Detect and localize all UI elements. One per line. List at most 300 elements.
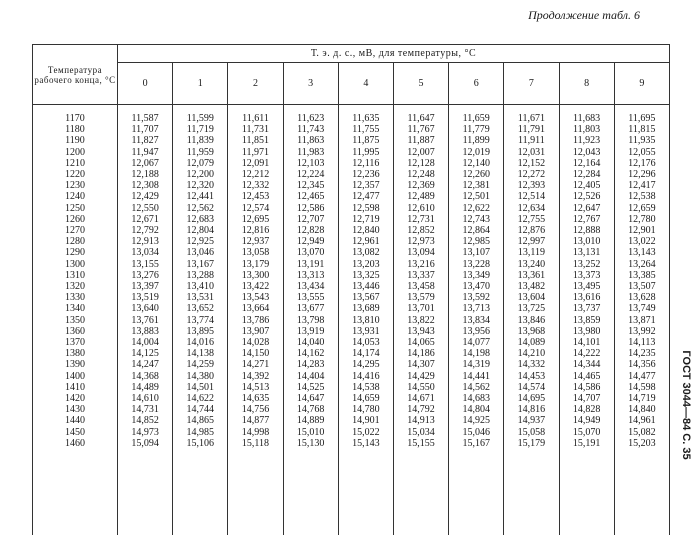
emf-value: 14,332 bbox=[517, 359, 546, 371]
temperature-value: 1230 bbox=[65, 180, 85, 192]
emf-value: 11,719 bbox=[186, 124, 214, 136]
emf-value: 13,046 bbox=[186, 247, 215, 259]
emf-value: 12,236 bbox=[352, 169, 380, 181]
emf-column-0 bbox=[118, 105, 173, 535]
document-reference-text: ГОСТ 3044—84 С. 35 bbox=[680, 350, 692, 460]
emf-value: 12,212 bbox=[241, 169, 270, 181]
emf-value: 13,713 bbox=[462, 303, 490, 315]
emf-value: 13,349 bbox=[462, 269, 490, 281]
emf-value: 12,804 bbox=[186, 225, 215, 237]
emf-value: 13,143 bbox=[628, 247, 656, 259]
emf-value: 12,997 bbox=[517, 236, 546, 248]
emf-value: 12,079 bbox=[186, 157, 215, 169]
emf-value: 13,931 bbox=[352, 325, 380, 337]
emf-value: 13,810 bbox=[352, 314, 380, 326]
emf-value: 12,405 bbox=[572, 180, 601, 192]
emf-value: 12,598 bbox=[352, 202, 380, 214]
emf-value: 14,174 bbox=[352, 348, 380, 360]
emf-value: 11,803 bbox=[573, 124, 601, 136]
emf-column-5 bbox=[393, 105, 448, 535]
emf-value: 15,130 bbox=[296, 437, 325, 449]
emf-value: 11,839 bbox=[186, 135, 214, 147]
emf-value: 14,319 bbox=[462, 359, 490, 371]
emf-value: 13,119 bbox=[517, 247, 545, 259]
emf-value: 12,719 bbox=[352, 213, 380, 225]
emf-value: 14,392 bbox=[241, 370, 270, 382]
emf-value: 14,998 bbox=[241, 426, 270, 438]
emf-value: 11,947 bbox=[131, 146, 159, 158]
emf-value: 12,441 bbox=[186, 191, 215, 203]
emf-value: 14,659 bbox=[352, 393, 380, 405]
emf-value: 13,689 bbox=[352, 303, 380, 315]
emf-value: 15,179 bbox=[517, 437, 546, 449]
emf-value: 12,453 bbox=[241, 191, 270, 203]
emf-value: 12,816 bbox=[241, 225, 270, 237]
emf-value: 13,968 bbox=[517, 325, 546, 337]
emf-value: 11,899 bbox=[462, 135, 490, 147]
emf-column-4 bbox=[338, 105, 393, 535]
emf-value: 11,887 bbox=[407, 135, 435, 147]
emf-value: 12,610 bbox=[407, 202, 435, 214]
emf-value: 12,792 bbox=[131, 225, 159, 237]
emf-value: 12,913 bbox=[131, 236, 159, 248]
emf-value: 12,876 bbox=[517, 225, 546, 237]
column-header-2: 2 bbox=[228, 63, 283, 105]
emf-value: 14,586 bbox=[572, 381, 601, 393]
emf-value: 13,495 bbox=[572, 281, 601, 293]
emf-value: 13,264 bbox=[628, 258, 656, 270]
emf-value: 12,043 bbox=[572, 146, 601, 158]
emf-value: 13,604 bbox=[517, 292, 546, 304]
emf-value: 14,671 bbox=[407, 393, 435, 405]
emf-value: 11,647 bbox=[407, 113, 435, 124]
emf-value: 12,501 bbox=[462, 191, 490, 203]
emf-column-6 bbox=[449, 105, 504, 535]
emf-value: 11,971 bbox=[241, 146, 270, 158]
emf-value: 13,434 bbox=[296, 281, 325, 293]
emf-value: 13,252 bbox=[572, 258, 601, 270]
emf-column-7 bbox=[504, 105, 559, 535]
emf-value: 12,562 bbox=[186, 202, 215, 214]
emf-value: 13,701 bbox=[407, 303, 435, 315]
emf-value: 13,956 bbox=[462, 325, 490, 337]
emf-value: 14,125 bbox=[131, 348, 159, 360]
emf-value: 15,070 bbox=[572, 426, 601, 438]
emf-value: 14,489 bbox=[131, 381, 159, 393]
emf-value: 14,271 bbox=[241, 359, 270, 371]
emf-value: 13,131 bbox=[572, 247, 601, 259]
emf-value: 13,325 bbox=[352, 269, 380, 281]
emf-value: 12,901 bbox=[628, 225, 656, 237]
emf-value: 12,514 bbox=[517, 191, 546, 203]
emf-value: 15,155 bbox=[407, 437, 435, 449]
emf-value: 13,579 bbox=[407, 292, 435, 304]
emf-value: 12,828 bbox=[296, 225, 325, 237]
temperature-value: 1440 bbox=[65, 415, 85, 427]
emf-value: 14,913 bbox=[407, 415, 435, 427]
emf-value: 12,176 bbox=[628, 157, 656, 169]
emf-value: 12,103 bbox=[296, 157, 325, 169]
temperature-column-header: Температура рабочего конца, °С bbox=[33, 45, 118, 105]
emf-value: 14,283 bbox=[296, 359, 325, 371]
emf-value: 13,179 bbox=[241, 258, 270, 270]
emf-value: 14,150 bbox=[241, 348, 270, 360]
temperature-value: 1180 bbox=[65, 124, 85, 136]
column-header-7: 7 bbox=[504, 63, 559, 105]
emf-value: 13,555 bbox=[296, 292, 325, 304]
emf-value: 12,465 bbox=[296, 191, 325, 203]
emf-value: 12,272 bbox=[517, 169, 546, 181]
emf-value: 12,369 bbox=[407, 180, 435, 192]
emf-value: 12,526 bbox=[572, 191, 601, 203]
emf-value: 13,883 bbox=[131, 325, 159, 337]
emf-value: 14,113 bbox=[628, 337, 656, 349]
emf-value: 13,628 bbox=[628, 292, 656, 304]
emf-value: 14,647 bbox=[296, 393, 325, 405]
emf-value: 14,768 bbox=[296, 404, 325, 416]
emf-value: 15,010 bbox=[296, 426, 325, 438]
emf-column-8 bbox=[559, 105, 614, 535]
emf-value: 11,983 bbox=[297, 146, 325, 158]
temperature-value: 1170 bbox=[65, 113, 85, 124]
emf-value: 11,755 bbox=[352, 124, 380, 136]
emf-value: 15,058 bbox=[517, 426, 546, 438]
emf-value: 14,368 bbox=[131, 370, 159, 382]
emf-value: 13,167 bbox=[186, 258, 215, 270]
emf-value: 14,247 bbox=[131, 359, 159, 371]
emf-value: 13,385 bbox=[628, 269, 656, 281]
emf-value: 14,973 bbox=[131, 426, 159, 438]
temperature-value: 1220 bbox=[65, 169, 85, 181]
column-header-4: 4 bbox=[338, 63, 393, 105]
emf-value: 13,022 bbox=[628, 236, 656, 248]
emf-value: 12,707 bbox=[296, 213, 325, 225]
emf-value: 14,429 bbox=[407, 370, 435, 382]
emf-value: 12,949 bbox=[296, 236, 325, 248]
temperature-value: 1460 bbox=[65, 437, 85, 449]
emf-value: 11,779 bbox=[462, 124, 490, 136]
emf-value: 15,191 bbox=[572, 437, 601, 449]
emf-value: 12,937 bbox=[241, 236, 270, 248]
emf-value: 12,381 bbox=[462, 180, 490, 192]
emf-value: 13,871 bbox=[628, 314, 656, 326]
emf-value: 14,259 bbox=[186, 359, 215, 371]
emf-value: 13,749 bbox=[628, 303, 656, 315]
emf-value: 12,671 bbox=[131, 213, 159, 225]
emf-value: 14,222 bbox=[572, 348, 601, 360]
emf-value: 11,923 bbox=[573, 135, 601, 147]
emf-value: 14,877 bbox=[241, 415, 270, 427]
emf-value: 14,865 bbox=[186, 415, 215, 427]
emf-value: 12,634 bbox=[517, 202, 546, 214]
emf-value: 14,635 bbox=[241, 393, 270, 405]
emf-value: 14,828 bbox=[572, 404, 601, 416]
emf-value: 13,373 bbox=[572, 269, 601, 281]
emf-value: 15,118 bbox=[241, 437, 270, 449]
temperature-value: 1340 bbox=[65, 303, 85, 315]
temperature-value: 1350 bbox=[65, 314, 85, 326]
emf-value: 13,846 bbox=[517, 314, 546, 326]
emf-value: 14,065 bbox=[407, 337, 435, 349]
emf-value: 14,441 bbox=[462, 370, 490, 382]
emf-value: 15,046 bbox=[462, 426, 490, 438]
emf-value: 12,260 bbox=[462, 169, 490, 181]
emf-value: 12,055 bbox=[628, 146, 656, 158]
emf-value: 13,482 bbox=[517, 281, 546, 293]
emf-value: 14,622 bbox=[186, 393, 215, 405]
column-header-0: 0 bbox=[118, 63, 173, 105]
emf-value: 11,875 bbox=[352, 135, 380, 147]
emf-value: 14,985 bbox=[186, 426, 215, 438]
emf-value: 11,611 bbox=[242, 113, 269, 124]
emf-value: 12,683 bbox=[186, 213, 215, 225]
emf-value: 13,507 bbox=[628, 281, 656, 293]
emf-value: 14,465 bbox=[572, 370, 601, 382]
emf-value: 12,031 bbox=[517, 146, 546, 158]
emf-value: 13,761 bbox=[131, 314, 159, 326]
emf-value: 15,106 bbox=[186, 437, 215, 449]
emf-value: 13,943 bbox=[407, 325, 435, 337]
emf-value: 14,162 bbox=[296, 348, 325, 360]
emf-value: 13,616 bbox=[572, 292, 601, 304]
emf-value: 13,010 bbox=[572, 236, 601, 248]
emf-value: 11,623 bbox=[297, 113, 325, 124]
emf-value: 14,731 bbox=[131, 404, 159, 416]
emf-value: 12,308 bbox=[131, 180, 159, 192]
emf-value: 12,961 bbox=[352, 236, 380, 248]
emf-value: 13,276 bbox=[131, 269, 159, 281]
emf-value: 12,417 bbox=[628, 180, 656, 192]
emf-value: 13,191 bbox=[296, 258, 325, 270]
emf-value: 13,567 bbox=[352, 292, 380, 304]
emf-value: 12,345 bbox=[296, 180, 325, 192]
emf-value: 11,599 bbox=[186, 113, 214, 124]
emf-value: 14,344 bbox=[572, 359, 601, 371]
emf-value: 13,082 bbox=[352, 247, 380, 259]
temperature-value: 1450 bbox=[65, 426, 85, 438]
emf-value: 13,300 bbox=[241, 269, 270, 281]
emf-value: 14,562 bbox=[462, 381, 490, 393]
emf-value: 12,925 bbox=[186, 236, 215, 248]
emf-value: 13,216 bbox=[407, 258, 435, 270]
temperature-value: 1250 bbox=[65, 202, 85, 214]
emf-column-2 bbox=[228, 105, 283, 535]
emf-value: 11,791 bbox=[517, 124, 545, 136]
emf-value: 14,816 bbox=[517, 404, 546, 416]
emf-value: 13,980 bbox=[572, 325, 601, 337]
emf-value: 14,901 bbox=[352, 415, 380, 427]
emf-value: 14,840 bbox=[628, 404, 656, 416]
emf-value: 13,774 bbox=[186, 314, 215, 326]
emf-value: 13,034 bbox=[131, 247, 159, 259]
emf-value: 13,737 bbox=[572, 303, 601, 315]
temperature-value: 1380 bbox=[65, 348, 85, 360]
emf-value: 13,313 bbox=[296, 269, 325, 281]
column-header-6: 6 bbox=[449, 63, 504, 105]
continuation-note: Продолжение табл. 6 bbox=[528, 8, 640, 22]
emf-value: 12,780 bbox=[628, 213, 656, 225]
emf-value: 13,240 bbox=[517, 258, 546, 270]
emf-value: 14,792 bbox=[407, 404, 435, 416]
emf-value: 14,053 bbox=[352, 337, 380, 349]
emf-value: 14,380 bbox=[186, 370, 215, 382]
emf-value: 12,284 bbox=[572, 169, 601, 181]
emf-value: 12,140 bbox=[462, 157, 490, 169]
table-body-row bbox=[33, 105, 670, 535]
emf-value: 14,138 bbox=[186, 348, 215, 360]
emf-value: 11,683 bbox=[573, 113, 601, 124]
emf-value: 13,337 bbox=[407, 269, 435, 281]
emf-value: 11,959 bbox=[186, 146, 214, 158]
temperature-value: 1310 bbox=[65, 269, 85, 281]
temperature-value: 1410 bbox=[65, 381, 85, 393]
emf-value: 13,519 bbox=[131, 292, 159, 304]
emf-value: 15,143 bbox=[352, 437, 380, 449]
emf-value: 14,028 bbox=[241, 337, 270, 349]
emf-value: 13,592 bbox=[462, 292, 490, 304]
emf-value: 12,755 bbox=[517, 213, 546, 225]
emf-value: 12,622 bbox=[462, 202, 490, 214]
emf-value: 14,925 bbox=[462, 415, 490, 427]
emf-value: 14,889 bbox=[296, 415, 325, 427]
emf-value: 12,550 bbox=[131, 202, 159, 214]
emf-value: 13,410 bbox=[186, 281, 215, 293]
emf-value: 13,470 bbox=[462, 281, 490, 293]
emf-value: 15,167 bbox=[462, 437, 490, 449]
emf-value: 11,695 bbox=[628, 113, 656, 124]
emf-value: 12,019 bbox=[462, 146, 490, 158]
emf-value: 11,707 bbox=[131, 124, 159, 136]
emf-value: 14,719 bbox=[628, 393, 656, 405]
emf-value: 11,767 bbox=[407, 124, 435, 136]
temperature-value: 1200 bbox=[65, 146, 85, 158]
emf-value: 12,695 bbox=[241, 213, 270, 225]
emf-value: 12,332 bbox=[241, 180, 270, 192]
emf-value: 13,397 bbox=[131, 281, 159, 293]
emf-value: 12,985 bbox=[462, 236, 490, 248]
emf-value: 15,034 bbox=[407, 426, 435, 438]
emf-value: 13,107 bbox=[462, 247, 490, 259]
emf-value: 14,961 bbox=[628, 415, 656, 427]
column-header-5: 5 bbox=[393, 63, 448, 105]
emf-value: 12,888 bbox=[572, 225, 601, 237]
emf-value: 12,116 bbox=[352, 157, 380, 169]
emf-value: 12,659 bbox=[628, 202, 656, 214]
emf-value: 13,664 bbox=[241, 303, 270, 315]
temperature-value: 1280 bbox=[65, 236, 85, 248]
emf-value: 14,040 bbox=[296, 337, 325, 349]
emf-value: 14,004 bbox=[131, 337, 159, 349]
emf-value: 12,067 bbox=[131, 157, 159, 169]
emf-value: 15,082 bbox=[628, 426, 656, 438]
column-header-8: 8 bbox=[559, 63, 614, 105]
column-header-9: 9 bbox=[614, 63, 669, 105]
emf-value: 11,731 bbox=[241, 124, 270, 136]
emf-value: 13,543 bbox=[241, 292, 270, 304]
temperature-value: 1360 bbox=[65, 325, 85, 337]
emf-value: 12,538 bbox=[628, 191, 656, 203]
emf-value: 11,635 bbox=[352, 113, 380, 124]
emf-value: 14,416 bbox=[352, 370, 380, 382]
emf-value: 13,834 bbox=[462, 314, 490, 326]
emf-value: 11,743 bbox=[297, 124, 325, 136]
column-header-3: 3 bbox=[283, 63, 338, 105]
temperature-value: 1240 bbox=[65, 191, 85, 203]
temperature-value: 1390 bbox=[65, 359, 85, 371]
emf-value: 11,815 bbox=[628, 124, 656, 136]
emf-value: 13,361 bbox=[517, 269, 546, 281]
emf-value: 12,296 bbox=[628, 169, 656, 181]
temperature-value: 1370 bbox=[65, 337, 85, 349]
emf-value: 13,094 bbox=[407, 247, 435, 259]
emf-value: 14,295 bbox=[352, 359, 380, 371]
emf-value: 13,228 bbox=[462, 258, 490, 270]
emf-span-header: Т. э. д. с., мВ, для температуры, °С bbox=[118, 45, 670, 63]
emf-value: 12,767 bbox=[572, 213, 601, 225]
emf-value: 11,851 bbox=[241, 135, 270, 147]
emf-value: 12,852 bbox=[407, 225, 435, 237]
emf-value: 14,016 bbox=[186, 337, 215, 349]
emf-value: 11,587 bbox=[131, 113, 159, 124]
emf-value: 12,574 bbox=[241, 202, 270, 214]
emf-column-9 bbox=[614, 105, 669, 535]
emf-value: 14,513 bbox=[241, 381, 270, 393]
emf-value: 15,022 bbox=[352, 426, 380, 438]
temperature-value: 1290 bbox=[65, 247, 85, 259]
temperature-value: 1430 bbox=[65, 404, 85, 416]
temperature-value: 1210 bbox=[65, 157, 85, 169]
emf-value: 13,070 bbox=[296, 247, 325, 259]
temperature-value: 1300 bbox=[65, 258, 85, 270]
thermo-emf-table bbox=[32, 44, 670, 535]
emf-value: 14,937 bbox=[517, 415, 546, 427]
temperature-value: 1400 bbox=[65, 370, 85, 382]
emf-value: 12,586 bbox=[296, 202, 325, 214]
emf-value: 12,224 bbox=[296, 169, 325, 181]
emf-value: 13,058 bbox=[241, 247, 270, 259]
emf-value: 14,683 bbox=[462, 393, 490, 405]
emf-value: 14,744 bbox=[186, 404, 215, 416]
emf-value: 14,307 bbox=[407, 359, 435, 371]
emf-value: 14,707 bbox=[572, 393, 601, 405]
emf-value: 13,458 bbox=[407, 281, 435, 293]
emf-value: 11,671 bbox=[517, 113, 545, 124]
emf-value: 14,538 bbox=[352, 381, 380, 393]
emf-value: 14,574 bbox=[517, 381, 546, 393]
emf-value: 14,089 bbox=[517, 337, 546, 349]
emf-value: 13,725 bbox=[517, 303, 546, 315]
emf-value: 12,357 bbox=[352, 180, 380, 192]
emf-value: 14,210 bbox=[517, 348, 546, 360]
emf-value: 13,677 bbox=[296, 303, 325, 315]
emf-value: 14,695 bbox=[517, 393, 546, 405]
emf-value: 14,804 bbox=[462, 404, 490, 416]
document-reference bbox=[675, 330, 697, 480]
emf-value: 13,531 bbox=[186, 292, 215, 304]
emf-value: 13,288 bbox=[186, 269, 215, 281]
temperature-value: 1320 bbox=[65, 281, 85, 293]
emf-value: 12,128 bbox=[407, 157, 435, 169]
emf-value: 12,152 bbox=[517, 157, 546, 169]
emf-value: 14,756 bbox=[241, 404, 270, 416]
emf-value: 12,164 bbox=[572, 157, 601, 169]
emf-value: 13,859 bbox=[572, 314, 601, 326]
emf-value: 12,973 bbox=[407, 236, 435, 248]
emf-value: 12,393 bbox=[517, 180, 546, 192]
temperature-value: 1330 bbox=[65, 292, 85, 304]
emf-value: 13,422 bbox=[241, 281, 270, 293]
emf-value: 14,780 bbox=[352, 404, 380, 416]
